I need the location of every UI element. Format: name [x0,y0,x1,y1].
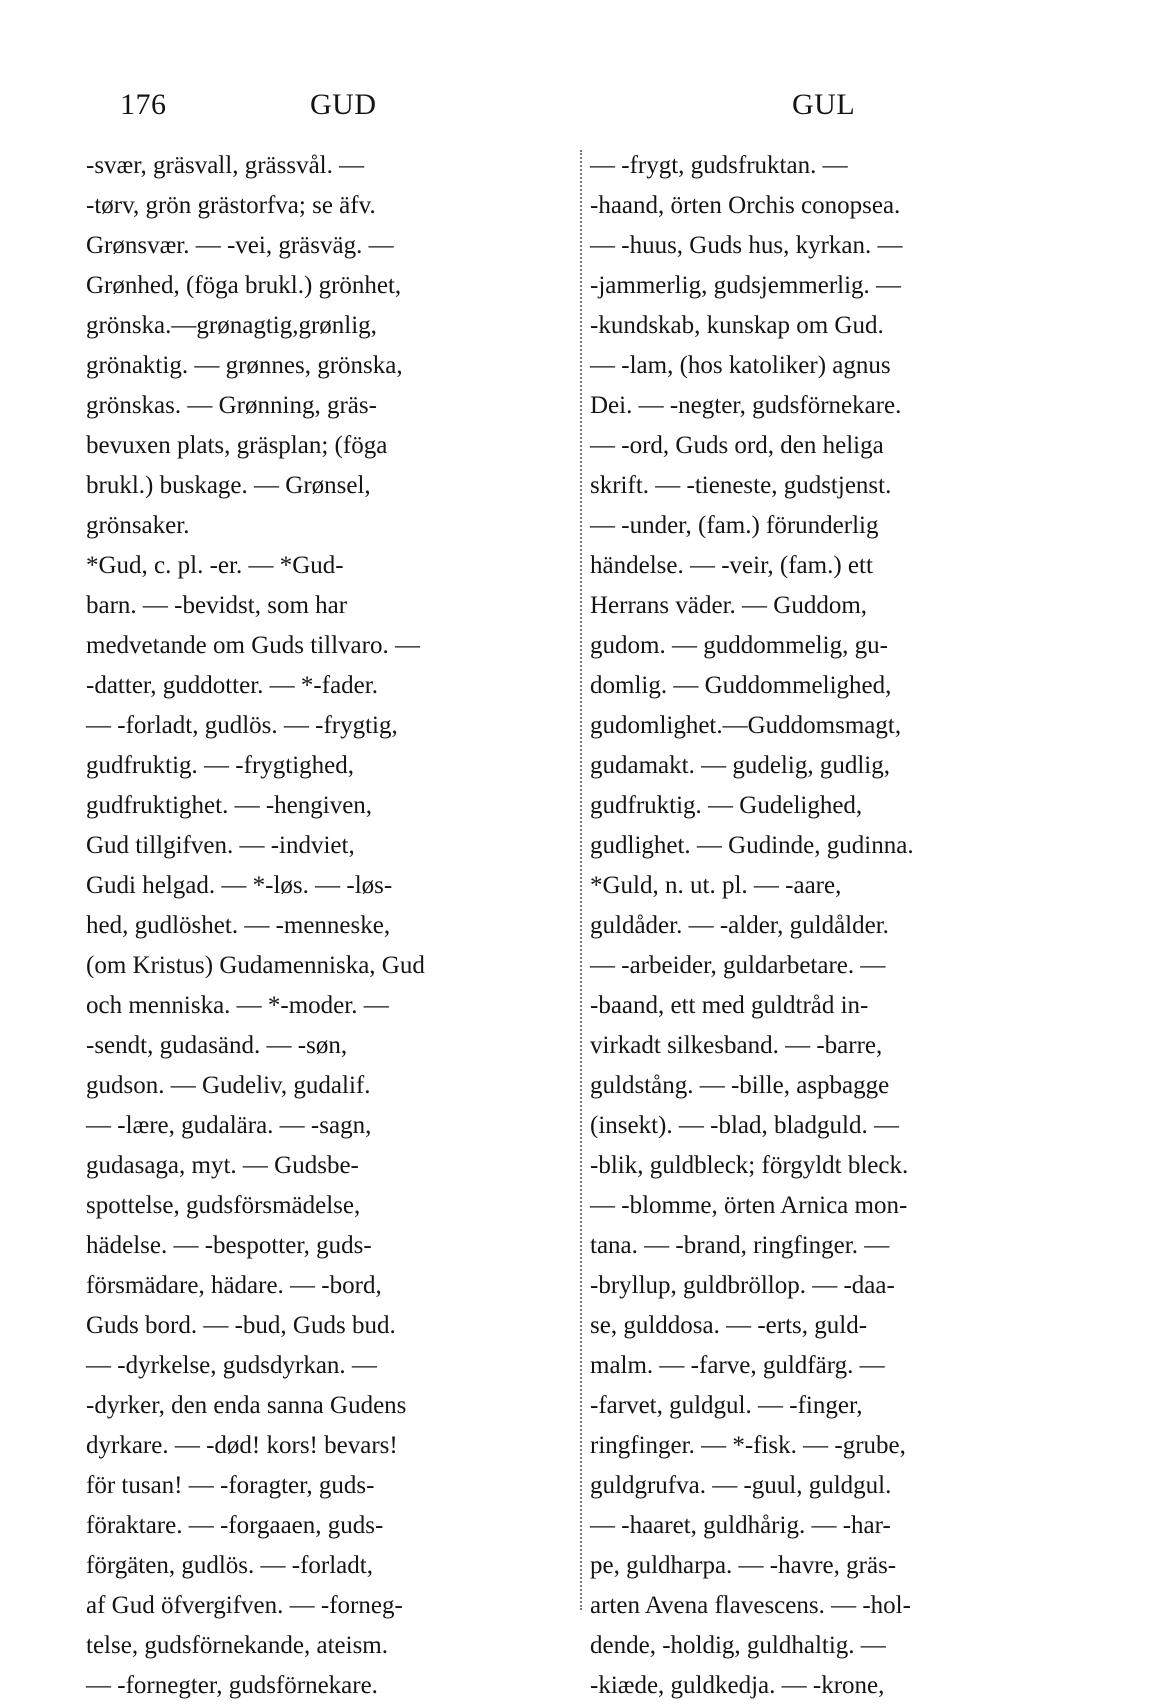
text-line: gudom. — guddommelig, gu- [590,632,888,659]
text-line: -svær, gräsvall, grässvål. — [86,152,365,179]
text-line: gudlighet. — Gudinde, gudinna. [590,832,914,859]
text-line: -kundskab, kunskap om Gud. [590,312,884,339]
text-line: Grønhed, (föga brukl.) grönhet, [86,272,402,299]
text-line: grönska.—grønagtig,grønlig, [86,312,377,339]
text-line: — -arbeider, guldarbetare. — [590,952,886,979]
text-line: domlig. — Guddommelighed, [590,672,892,699]
text-line: gudomlighet.—Guddomsmagt, [590,712,902,739]
text-line: guldåder. — -alder, guldålder. [590,912,889,939]
text-line: — -dyrkelse, gudsdyrkan. — [86,1352,377,1379]
text-line: (insekt). — -blad, bladguld. — [590,1112,899,1139]
text-line: -dyrker, den enda sanna Gudens [86,1392,407,1419]
text-line: — -forladt, gudlös. — -frygtig, [86,712,398,739]
text-line: gudson. — Gudeliv, gudalif. [86,1072,371,1099]
text-line: virkadt silkesband. — -barre, [590,1032,883,1059]
text-line: se, gulddosa. — -erts, guld- [590,1312,868,1339]
text-line: tana. — -brand, ringfinger. — [590,1232,890,1259]
text-line: spottelse, gudsförsmädelse, [86,1192,361,1219]
text-line: gudamakt. — gudelig, gudlig, [590,752,890,779]
text-line: -haand, örten Orchis conopsea. [590,192,901,219]
text-line: arten Avena flavescens. — -hol- [590,1592,911,1619]
right-column [590,146,1068,1699]
text-line: guldgrufva. — -guul, guldgul. [590,1472,892,1499]
text-line: och menniska. — *-moder. — [86,992,389,1019]
page-header [0,88,1152,134]
text-line: förgäten, gudlös. — -forladt, [86,1552,373,1579]
text-line: — -lam, (hos katoliker) agnus [590,352,891,379]
text-line: Dei. — -negter, gudsförnekare. [590,392,902,419]
text-line: — -ord, Guds ord, den heliga [590,432,884,459]
text-line: pe, guldharpa. — -havre, gräs- [590,1552,897,1579]
text-line: försmädare, hädare. — -bord, [86,1272,382,1299]
text-line: dende, -holdig, guldhaltig. — [590,1632,886,1659]
text-line: -jammerlig, gudsjemmerlig. — [590,272,902,299]
text-line: gudasaga, myt. — Gudsbe- [86,1152,359,1179]
text-line: medvetande om Guds tillvaro. — [86,632,420,659]
left-column [86,146,572,1699]
text-line: för tusan! — -foragter, guds- [86,1472,375,1499]
text-line: (om Kristus) Gudamenniska, Gud [86,952,425,979]
text-line: af Gud öfvergifven. — -forneg- [86,1592,403,1619]
text-line: -baand, ett med guldtråd in- [590,992,869,1019]
text-line: Grønsvær. — -vei, gräsväg. — [86,232,394,259]
text-line: -sendt, gudasänd. — -søn, [86,1032,348,1059]
text-line: Gudi helgad. — *-løs. — -løs- [86,872,393,899]
text-line: händelse. — -veir, (fam.) ett [590,552,873,579]
text-line: ringfinger. — *-fisk. — -grube, [590,1432,906,1459]
text-line: dyrkare. — -død! kors! bevars! [86,1432,398,1459]
text-line: grönskas. — Grønning, gräs- [86,392,377,419]
text-line: föraktare. — -forgaaen, guds- [86,1512,384,1539]
text-line: hed, gudlöshet. — -menneske, [86,912,391,939]
text-line: gudfruktig. — -frygtighed, [86,752,355,779]
text-line: bevuxen plats, gräsplan; (föga [86,432,388,459]
text-line: -farvet, guldgul. — -finger, [590,1392,863,1419]
text-line: grönaktig. — grønnes, grönska, [86,352,403,379]
text-line: — -blomme, örten Arnica mon- [590,1192,908,1219]
text-line: -kiæde, guldkedja. — -krone, [590,1672,885,1699]
text-line: — -under, (fam.) förunderlig [590,512,879,539]
right-guide-word: GUL [792,88,856,121]
text-line: Herrans väder. — Guddom, [590,592,868,619]
text-line: malm. — -farve, guldfärg. — [590,1352,885,1379]
text-line: -datter, guddotter. — *-fader. [86,672,378,699]
text-line: -blik, guldbleck; förgyldt bleck. [590,1152,909,1179]
text-line: *Guld, n. ut. pl. — -aare, [590,872,842,899]
text-line: — -haaret, guldhårig. — -har- [590,1512,891,1539]
text-line: -tørv, grön grästorfva; se äfv. [86,192,376,219]
text-line: barn. — -bevidst, som har [86,592,348,619]
text-line: Guds bord. — -bud, Guds bud. [86,1312,396,1339]
text-line: skrift. — -tieneste, gudstjenst. [590,472,892,499]
text-line: Gud tillgifven. — -indviet, [86,832,355,859]
text-line: -bryllup, guldbröllop. — -daa- [590,1272,895,1299]
text-line: — -huus, Guds hus, kyrkan. — [590,232,903,259]
column-divider [580,150,582,1610]
text-line: gudfruktighet. — -hengiven, [86,792,373,819]
text-line: — -fornegter, gudsförnekare. [86,1672,378,1699]
text-line: grönsaker. [86,512,190,539]
text-line: brukl.) buskage. — Grønsel, [86,472,371,499]
text-line: guldstång. — -bille, aspbagge [590,1072,890,1099]
text-line: telse, gudsförnekande, ateism. [86,1632,388,1659]
text-line: — -frygt, gudsfruktan. — [590,152,848,179]
text-line: — -lære, gudalära. — -sagn, [86,1112,372,1139]
text-line: hädelse. — -bespotter, guds- [86,1232,372,1259]
text-line: *Gud, c. pl. -er. — *Gud- [86,552,344,579]
page-number: 176 [120,88,167,121]
text-line: gudfruktig. — Gudelighed, [590,792,863,819]
left-guide-word: GUD [310,88,377,121]
